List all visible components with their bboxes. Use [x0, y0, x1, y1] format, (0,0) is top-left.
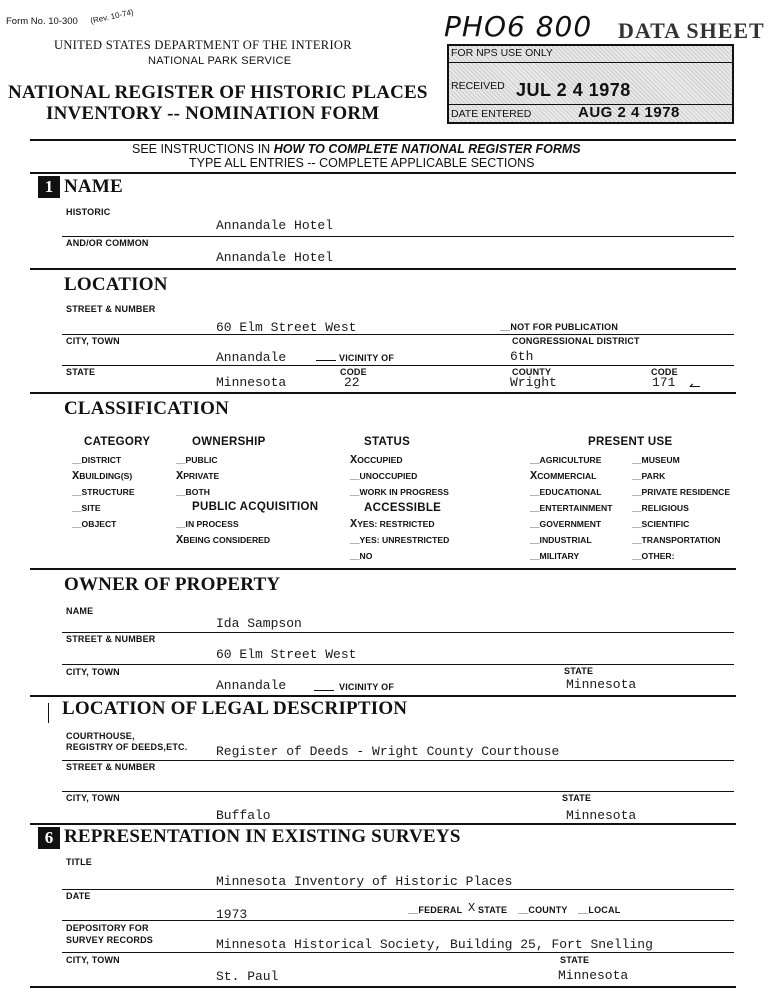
- county-code-label: CODE: [651, 367, 678, 377]
- present-use-item: __ENTERTAINMENT: [530, 503, 613, 513]
- status-header: STATUS: [364, 436, 411, 448]
- state-value: Minnesota: [216, 375, 287, 390]
- vicinity-blank: [316, 360, 336, 361]
- section-title-legal-description: LOCATION OF LEGAL DESCRIPTION: [62, 698, 408, 719]
- section-title-name: NAME: [64, 176, 123, 197]
- instructions-top-rule: [30, 139, 736, 141]
- survey-date-value: 1973: [216, 907, 248, 922]
- common-name-value: Annandale Hotel: [216, 250, 334, 265]
- state-code-label: CODE: [340, 367, 367, 377]
- nps-divider: [449, 62, 732, 63]
- present-use-left-list: [530, 452, 612, 564]
- department-name: UNITED STATES DEPARTMENT OF THE INTERIOR: [54, 38, 352, 52]
- category-item: __OBJECT: [72, 519, 117, 529]
- street-label: STREET & NUMBER: [66, 304, 156, 314]
- accessible-item: __YES: UNRESTRICTED: [350, 535, 450, 545]
- survey-date-label: DATE: [66, 891, 91, 901]
- rule: [62, 760, 734, 761]
- service-name: NATIONAL PARK SERVICE: [148, 55, 292, 67]
- section-title-owner: OWNER OF PROPERTY: [64, 574, 281, 595]
- city-value: Annandale: [216, 350, 287, 365]
- historic-name-value: Annandale Hotel: [216, 218, 334, 233]
- present-use-item: __TRANSPORTATION: [632, 535, 721, 545]
- status-item: XOCCUPIED: [350, 453, 403, 467]
- accessible-header: ACCESSIBLE: [364, 502, 442, 514]
- common-name-label: AND/OR COMMON: [66, 238, 149, 248]
- city-label: CITY, TOWN: [66, 336, 120, 346]
- status-list: [350, 452, 449, 500]
- section-title-location: LOCATION: [64, 274, 168, 295]
- depository-label-1: DEPOSITORY FOR: [66, 923, 149, 933]
- category-item: __STRUCTURE: [72, 487, 135, 497]
- nps-header: FOR NPS USE ONLY: [451, 47, 553, 59]
- survey-title-label: TITLE: [66, 857, 92, 867]
- registry-label: REGISTRY OF DEEDS,ETC.: [66, 742, 188, 752]
- date-entered-stamp: AUG 2 4 1978: [578, 104, 680, 121]
- owner-street-value: 60 Elm Street West: [216, 647, 357, 662]
- section-rule: [30, 392, 736, 394]
- status-item: __UNOCCUPIED: [350, 471, 418, 481]
- present-use-item: __OTHER:: [632, 551, 675, 561]
- date-entered-label: DATE ENTERED: [451, 108, 532, 120]
- legal-city-value: Buffalo: [216, 808, 271, 823]
- rule: [62, 791, 734, 792]
- present-use-item: __PRIVATE RESIDENCE: [632, 487, 731, 497]
- rule: [62, 952, 734, 953]
- acquisition-list: [176, 516, 270, 548]
- handwritten-annotation: PHO6 800: [444, 10, 593, 43]
- legal-city-label: CITY, TOWN: [66, 793, 120, 803]
- section-number-1: 1: [38, 176, 60, 198]
- category-item: __SITE: [72, 503, 101, 513]
- ownership-list: [176, 452, 219, 500]
- county-code-value: 171: [652, 375, 676, 390]
- vicinity-label: VICINITY OF: [339, 353, 395, 363]
- category-item: __DISTRICT: [72, 455, 122, 465]
- accessible-item: __NO: [350, 551, 373, 561]
- survey-title-value: Minnesota Inventory of Historic Places: [216, 874, 513, 889]
- form-title-line1: NATIONAL REGISTER OF HISTORIC PLACES: [8, 82, 428, 103]
- courthouse-value: Register of Deeds - Wright County Courthouse: [216, 744, 560, 759]
- check-arrow-mark: ↼: [689, 378, 701, 394]
- present-use-item: __PARK: [632, 471, 666, 481]
- survey-city-value: St. Paul: [216, 969, 279, 984]
- section-rule: [30, 823, 736, 825]
- congressional-district-label: CONGRESSIONAL DISTRICT: [512, 336, 640, 346]
- historic-label: HISTORIC: [66, 207, 111, 217]
- rule: [62, 334, 734, 335]
- survey-state-value: Minnesota: [558, 968, 629, 983]
- margin-mark: [48, 703, 49, 723]
- category-list: [72, 452, 135, 532]
- owner-vicinity-blank: [314, 690, 334, 691]
- legal-street-label: STREET & NUMBER: [66, 762, 156, 772]
- state-label: STATE: [66, 367, 96, 377]
- ownership-item: __BOTH: [176, 487, 210, 497]
- owner-city-label: CITY, TOWN: [66, 667, 120, 677]
- form-number: Form No. 10-300: [6, 16, 78, 27]
- legal-state-label: STATE: [562, 793, 592, 803]
- street-value: 60 Elm Street West: [216, 320, 357, 335]
- owner-city-value: Annandale: [216, 678, 287, 693]
- form-title-line2: INVENTORY -- NOMINATION FORM: [46, 103, 380, 124]
- acquisition-item: XBEING CONSIDERED: [176, 533, 271, 547]
- accessible-list: [350, 516, 449, 564]
- survey-level-state-mark: X: [468, 901, 476, 915]
- present-use-item: __EDUCATIONAL: [530, 487, 602, 497]
- present-use-right-list: [632, 452, 730, 564]
- depository-value: Minnesota Historical Society, Building 25, Fort Snelling: [216, 937, 653, 952]
- congressional-district-value: 6th: [510, 349, 534, 364]
- status-item: __WORK IN PROGRESS: [350, 487, 449, 497]
- owner-state-label: STATE: [564, 666, 594, 676]
- owner-name-value: Ida Sampson: [216, 616, 302, 631]
- section-title-surveys: REPRESENTATION IN EXISTING SURVEYS: [64, 826, 461, 847]
- ownership-item: XPRIVATE: [176, 469, 220, 483]
- present-use-item: __GOVERNMENT: [530, 519, 602, 529]
- acquisition-item: __IN PROCESS: [176, 519, 239, 529]
- rule: [62, 236, 734, 237]
- accessible-item: XYES: RESTRICTED: [350, 517, 435, 531]
- county-value: Wright: [510, 375, 557, 390]
- present-use-item: __AGRICULTURE: [530, 455, 602, 465]
- ownership-header: OWNERSHIP: [192, 436, 266, 448]
- survey-state-label: STATE: [560, 955, 590, 965]
- received-label: RECEIVED: [451, 80, 505, 92]
- courthouse-label: COURTHOUSE,: [66, 731, 135, 741]
- category-header: CATEGORY: [84, 436, 151, 448]
- present-use-item: __RELIGIOUS: [632, 503, 689, 513]
- owner-vicinity-label: VICINITY OF: [339, 682, 395, 692]
- survey-level-local: __LOCAL: [578, 905, 621, 915]
- present-use-item: XCOMMERCIAL: [530, 469, 597, 483]
- rule: [62, 632, 734, 633]
- present-use-item: __INDUSTRIAL: [530, 535, 592, 545]
- present-use-header: PRESENT USE: [588, 436, 673, 448]
- section-rule: [30, 268, 736, 270]
- depository-label-2: SURVEY RECORDS: [66, 935, 153, 945]
- owner-state-value: Minnesota: [566, 677, 637, 692]
- rule: [62, 920, 734, 921]
- survey-city-label: CITY, TOWN: [66, 955, 120, 965]
- instructions-line2: TYPE ALL ENTRIES -- COMPLETE APPLICABLE SECTIONS: [189, 156, 535, 170]
- section-rule: [30, 986, 736, 988]
- section-rule: [30, 568, 736, 570]
- section-rule: [30, 695, 736, 697]
- not-for-publication: __NOT FOR PUBLICATION: [500, 322, 619, 332]
- form-revision: (Rev. 10-74): [89, 7, 135, 26]
- section-title-classification: CLASSIFICATION: [64, 398, 230, 419]
- section-number-6: 6: [38, 827, 60, 849]
- ownership-item: __PUBLIC: [176, 455, 218, 465]
- owner-name-label: NAME: [66, 606, 94, 616]
- rule: [62, 664, 734, 665]
- rule: [62, 889, 734, 890]
- survey-level-state: STATE: [478, 905, 508, 915]
- category-item: XBUILDING(S): [72, 469, 133, 483]
- received-date-stamp: JUL 2 4 1978: [516, 80, 631, 100]
- survey-level-federal: __FEDERAL: [408, 905, 463, 915]
- present-use-item: __MILITARY: [530, 551, 580, 561]
- rule: [62, 365, 734, 366]
- instructions-line1: SEE INSTRUCTIONS IN HOW TO COMPLETE NATIONAL REGISTER FORMS: [132, 142, 581, 156]
- instructions-bottom-rule: [30, 172, 736, 174]
- state-code-value: 22: [344, 375, 360, 390]
- data-sheet-stamp: DATA SHEET: [618, 18, 765, 43]
- present-use-item: __SCIENTIFIC: [632, 519, 690, 529]
- survey-level-county: __COUNTY: [518, 905, 568, 915]
- legal-state-value: Minnesota: [566, 808, 637, 823]
- public-acquisition-header: PUBLIC ACQUISITION: [192, 501, 319, 513]
- present-use-item: __MUSEUM: [632, 455, 680, 465]
- county-label: COUNTY: [512, 367, 552, 377]
- owner-street-label: STREET & NUMBER: [66, 634, 156, 644]
